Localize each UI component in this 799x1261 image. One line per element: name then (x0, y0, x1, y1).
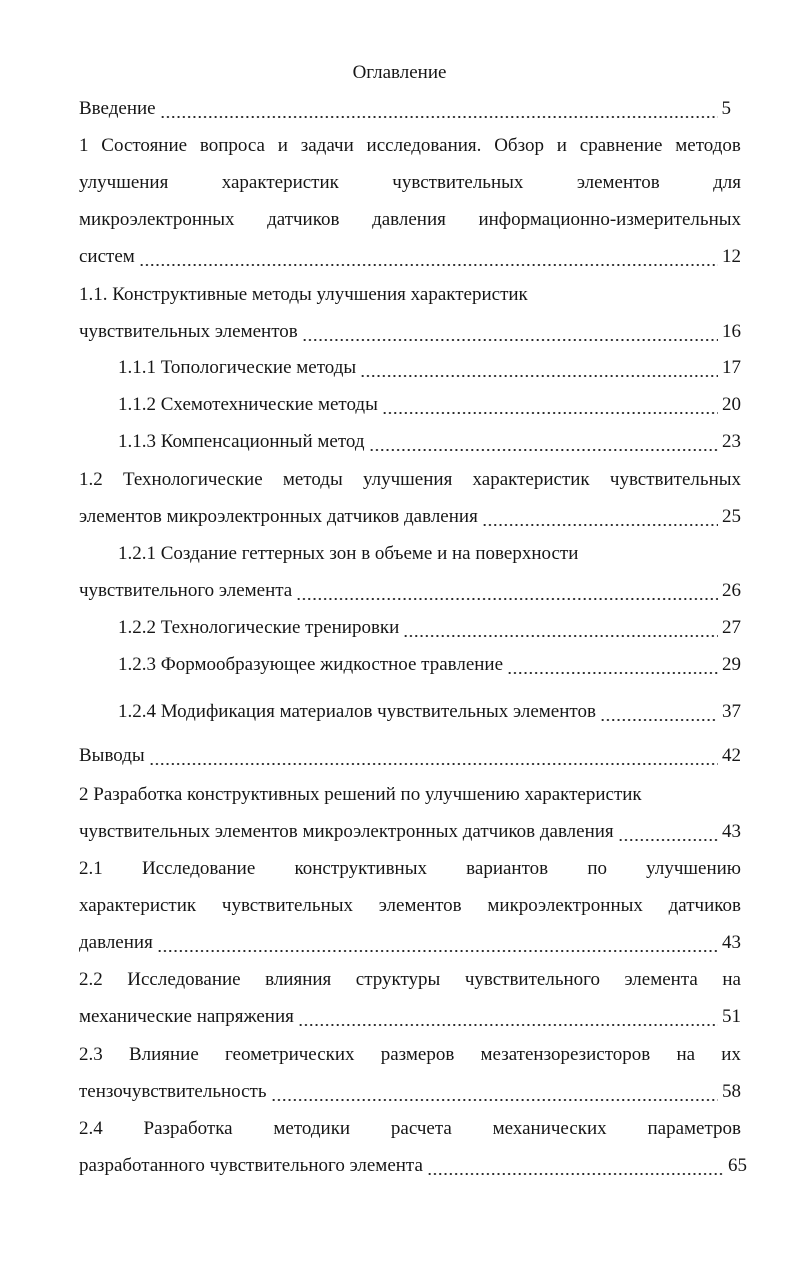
toc-entry-1-1-2 (118, 391, 741, 419)
toc-entry-text: разработанного чувствительного элемента (79, 1155, 423, 1176)
toc-entry-text: 1.2.2 Технологические тренировки (118, 617, 400, 638)
toc-entry-1-2-1-line-1: 1.2.1 Создание геттерных зон в объеме и на поверхности (118, 543, 579, 564)
word: структуры (355, 969, 441, 990)
toc-entry-text: Выводы (79, 745, 145, 766)
word: влияния (265, 969, 332, 990)
toc-entry-1-1-line-1: 1.1. Конструктивные методы улучшения характеристик (79, 284, 528, 305)
word: чувствительных (221, 895, 353, 916)
word: и (556, 135, 567, 156)
toc-entry-text: элементов микроэлектронных датчиков давления (79, 506, 478, 527)
word: на (676, 1044, 696, 1065)
word: Исследование (127, 969, 241, 990)
toc-entry-1-2-1-line-2 (79, 577, 741, 605)
word: параметров (647, 1118, 741, 1139)
word: геометрических (224, 1044, 355, 1065)
toc-entry-conclusions (79, 742, 741, 770)
toc-entry-chapter-2-line-1: 2 Разработка конструктивных решений по улучшению характеристик (79, 784, 642, 805)
toc-entry-text: тензочувствительность (79, 1081, 267, 1102)
word: их (721, 1044, 741, 1065)
toc-page-number: 20 (722, 394, 741, 415)
toc-entry-text: чувствительных элементов микроэлектронных датчиков давления (79, 821, 614, 842)
toc-page-number: 17 (722, 357, 741, 378)
word: 2.3 (79, 1044, 103, 1065)
toc-entry-1-2-3 (118, 651, 741, 679)
word: Влияние (128, 1044, 199, 1065)
word: по (587, 858, 607, 879)
toc-entry-text: чувствительных элементов (79, 321, 298, 342)
dot-leader (157, 929, 718, 957)
word: Разработка (143, 1118, 233, 1139)
word: Исследование (141, 858, 256, 879)
toc-entry-chapter-1-line-4 (79, 243, 741, 271)
word: элемента (624, 969, 698, 990)
toc-entry-text: чувствительного элемента (79, 580, 293, 601)
toc-entry-1-2-line-1 (79, 466, 741, 494)
word: методы (282, 469, 343, 490)
dot-leader (302, 318, 718, 346)
toc-page-number: 5 (721, 98, 731, 119)
word: информационно-измерительных (478, 209, 741, 230)
dot-leader (600, 698, 718, 726)
word: элементов (378, 895, 462, 916)
dot-leader (618, 818, 718, 846)
word: конструктивных (294, 858, 427, 879)
word: Состояние (101, 135, 188, 156)
word: характеристик (79, 895, 197, 916)
dot-leader (427, 1152, 724, 1180)
toc-page-number: 42 (722, 745, 741, 766)
word: 2.2 (79, 969, 103, 990)
word: 2.4 (79, 1118, 103, 1139)
dot-leader (149, 742, 718, 770)
word: характеристик (221, 172, 339, 193)
dot-leader (271, 1078, 718, 1106)
dot-leader (369, 428, 719, 456)
word: чувствительного (464, 969, 600, 990)
word: датчиков (267, 209, 340, 230)
toc-entry-2-4-line-1 (79, 1115, 741, 1143)
word: вариантов (466, 858, 549, 879)
toc-entry-text: 1.1.1 Топологические методы (118, 357, 357, 378)
toc-page-number: 43 (722, 821, 741, 842)
word: 1 (79, 135, 89, 156)
toc-page-number: 12 (722, 246, 741, 267)
word: микроэлектронных (79, 209, 235, 230)
word: механических (492, 1118, 607, 1139)
word: 2.1 (79, 858, 103, 879)
word: чувствительных (609, 469, 741, 490)
toc-entry-text: механические напряжения (79, 1006, 294, 1027)
toc-entry-2-3-line-2 (79, 1078, 741, 1106)
toc-entry-chapter-1-line-2 (79, 169, 741, 197)
word: сравнение (579, 135, 663, 156)
toc-entry-chapter-2-line-2 (79, 818, 741, 846)
toc-page-number: 23 (722, 431, 741, 452)
word: для (713, 172, 741, 193)
toc-entry-text: Введение (79, 98, 156, 119)
toc-entry-2-3-line-1 (79, 1041, 741, 1069)
dot-leader (296, 577, 718, 605)
toc-entry-2-1-line-2 (79, 892, 741, 920)
word: чувствительных (392, 172, 524, 193)
word: Технологические (122, 469, 263, 490)
toc-page-number: 26 (722, 580, 741, 601)
word: характеристик (472, 469, 590, 490)
word: вопроса (199, 135, 265, 156)
toc-entry-text: систем (79, 246, 135, 267)
toc-page-number: 58 (722, 1081, 741, 1102)
dot-leader (139, 243, 718, 271)
toc-title: Оглавление (352, 62, 447, 83)
word: улучшению (646, 858, 741, 879)
word: элементов (576, 172, 660, 193)
word: давления (372, 209, 446, 230)
word: методов (675, 135, 741, 156)
toc-entry-1-2-line-2 (79, 503, 741, 531)
dot-leader (298, 1003, 718, 1031)
word: 1.2 (79, 469, 103, 490)
toc-page-number: 65 (728, 1155, 747, 1176)
word: задачи (300, 135, 354, 156)
toc-entry-chapter-1-line-1 (79, 132, 741, 160)
dot-leader (382, 391, 718, 419)
dot-leader (507, 651, 718, 679)
toc-entry-text: 1.1.2 Схемотехнические методы (118, 394, 378, 415)
toc-entry-1-1-1 (118, 354, 741, 382)
word: и (277, 135, 288, 156)
toc-page-number: 29 (722, 654, 741, 675)
toc-page-number: 51 (722, 1006, 741, 1027)
toc-entry-text: 1.1.3 Компенсационный метод (118, 431, 365, 452)
word: мезатензорезисторов (480, 1044, 651, 1065)
toc-entry-text: 1.2.3 Формообразующее жидкостное травление (118, 654, 504, 675)
dot-leader (160, 95, 718, 123)
word: расчета (390, 1118, 452, 1139)
toc-entry-1-1-3 (118, 428, 741, 456)
toc-entry-1-2-2 (118, 614, 741, 642)
dot-leader (482, 503, 718, 531)
toc-entry-text: давления (79, 932, 153, 953)
toc-entry-2-1-line-1 (79, 855, 741, 883)
word: Обзор (494, 135, 544, 156)
toc-entry-1-1-line-2 (79, 318, 741, 346)
toc-entry-intro (79, 95, 741, 123)
toc-page-number: 37 (722, 701, 741, 722)
word: улучшения (362, 469, 453, 490)
toc-page-number: 16 (722, 321, 741, 342)
word: микроэлектронных (487, 895, 643, 916)
toc-entry-chapter-1-line-3 (79, 206, 741, 234)
toc-entry-2-1-line-3 (79, 929, 741, 957)
toc-entry-1-2-4 (118, 698, 741, 726)
toc-entry-2-2-line-2 (79, 1003, 741, 1031)
word: размеров (380, 1044, 455, 1065)
dot-leader (360, 354, 718, 382)
word: датчиков (668, 895, 741, 916)
toc-entry-2-4-line-2 (79, 1152, 747, 1180)
toc-page-number: 43 (722, 932, 741, 953)
word: улучшения (79, 172, 169, 193)
toc-entry-2-2-line-1 (79, 966, 741, 994)
toc-page-number: 25 (722, 506, 741, 527)
toc-entry-text: 1.2.4 Модификация материалов чувствительных элементов (118, 701, 596, 722)
word: исследования. (366, 135, 482, 156)
dot-leader (403, 614, 718, 642)
word: на (722, 969, 741, 990)
word: методики (273, 1118, 351, 1139)
toc-page-number: 27 (722, 617, 741, 638)
